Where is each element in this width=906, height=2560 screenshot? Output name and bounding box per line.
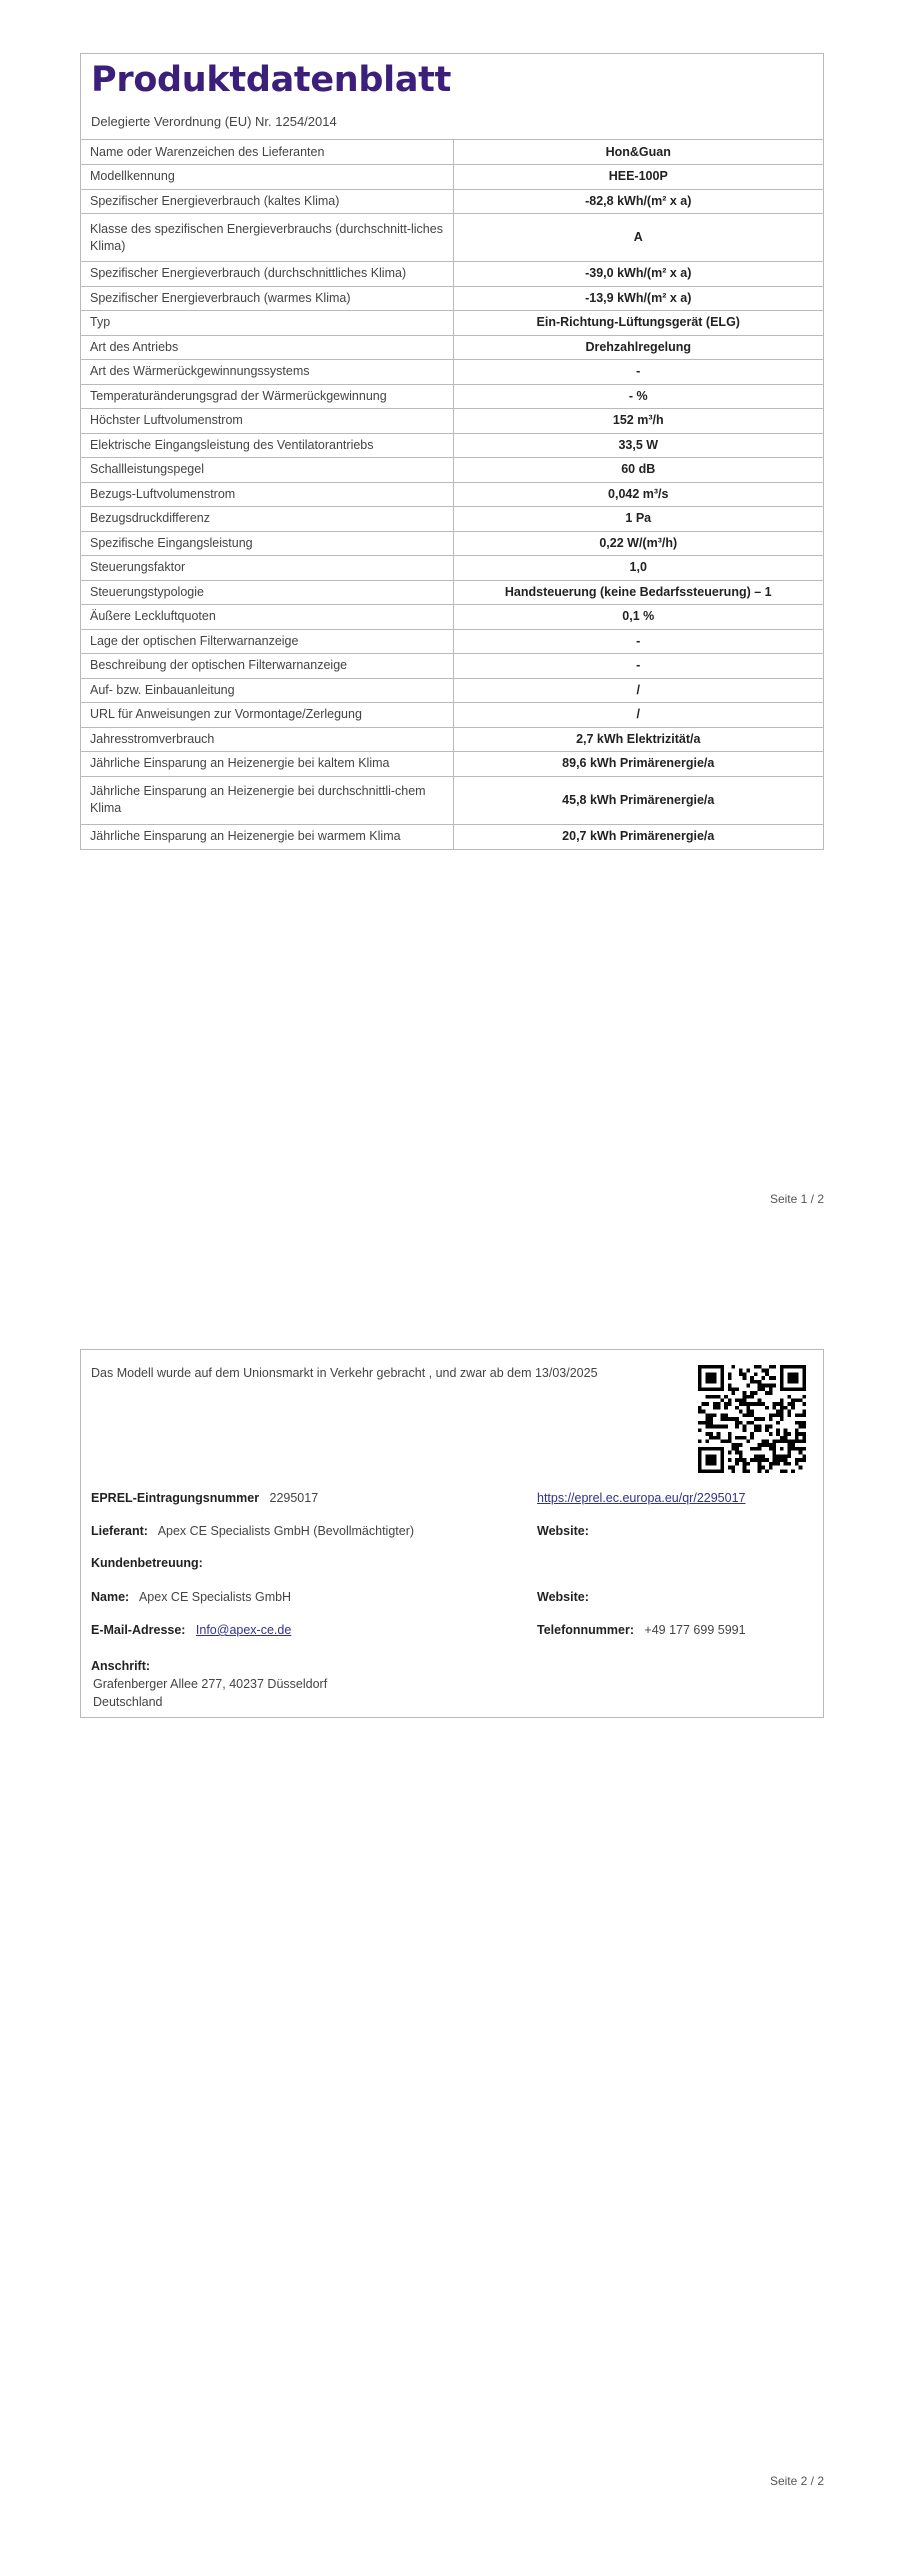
spec-label: Jahresstromverbrauch: [81, 727, 453, 752]
spec-label: Äußere Leckluftquoten: [81, 605, 453, 630]
spec-value: 33,5 W: [453, 433, 823, 458]
spec-label: Spezifischer Energieverbrauch (kaltes Klima): [81, 189, 453, 214]
spec-row: [81, 776, 823, 824]
spec-value: Handsteuerung (keine Bedarfssteuerung) – 1: [453, 580, 823, 605]
spec-label: Höchster Luftvolumenstrom: [81, 409, 453, 434]
spec-value: -82,8 kWh/(m² x a): [453, 189, 823, 214]
page-number-1: Seite 1 / 2: [769, 1192, 824, 1206]
support-heading: [91, 1556, 203, 1570]
spec-label: Art des Wärmerückgewinnungssystems: [81, 360, 453, 385]
website-label: Website:: [537, 1524, 589, 1538]
spec-row: [81, 727, 823, 752]
address-block: [91, 1657, 327, 1711]
page-number-2: Seite 2 / 2: [769, 2474, 824, 2488]
supplier-value: Apex CE Specialists GmbH (Bevollmächtigter): [157, 1524, 415, 1538]
support-label: Kundenbetreuung:: [91, 1556, 203, 1570]
spec-label: Spezifischer Energieverbrauch (warmes Klima): [81, 286, 453, 311]
spec-row: [81, 580, 823, 605]
spec-label: Klasse des spezifischen Energieverbrauchs (durchschnitt-liches Klima): [81, 214, 453, 262]
eprel-row: [91, 1491, 318, 1505]
spec-row: [81, 335, 823, 360]
address-line-1: Grafenberger Allee 277, 40237 Düsseldorf: [93, 1677, 328, 1691]
spec-row: [81, 140, 823, 165]
spec-value: 1,0: [453, 556, 823, 581]
spec-row: [81, 262, 823, 287]
spec-row: [81, 605, 823, 630]
supplier-row: [91, 1524, 414, 1538]
spec-value: 152 m³/h: [453, 409, 823, 434]
spec-label: Auf- bzw. Einbauanleitung: [81, 678, 453, 703]
email-label: E-Mail-Adresse:: [91, 1623, 186, 1637]
spec-label: URL für Anweisungen zur Vormontage/Zerlegung: [81, 703, 453, 728]
spec-row: [81, 824, 823, 849]
email-link[interactable]: Info@apex-ce.de: [195, 1623, 292, 1637]
eprel-number: 2295017: [269, 1491, 319, 1505]
spec-label: Steuerungsfaktor: [81, 556, 453, 581]
support-website-row: [537, 1590, 589, 1604]
spec-label: Name oder Warenzeichen des Lieferanten: [81, 140, 453, 165]
spec-value: -: [453, 629, 823, 654]
supplier-website-row: [537, 1524, 589, 1538]
spec-label: Jährliche Einsparung an Heizenergie bei durchschnittli-chem Klima: [81, 776, 453, 824]
market-date-text: Das Modell wurde auf dem Unionsmarkt in Verkehr gebracht , und zwar ab dem 13/03/2025: [91, 1366, 598, 1380]
spec-label: Typ: [81, 311, 453, 336]
spec-value: Hon&Guan: [605, 144, 671, 159]
spec-row: [81, 311, 823, 336]
spec-value: 20,7 kWh Primärenergie/a: [453, 824, 823, 849]
spec-row: [81, 165, 823, 190]
eprel-link[interactable]: https://eprel.ec.europa.eu/qr/2295017: [537, 1491, 746, 1505]
spec-row: [81, 556, 823, 581]
phone-row: [537, 1623, 746, 1637]
spec-value: 45,8 kWh Primärenergie/a: [453, 776, 823, 824]
spec-row: [81, 384, 823, 409]
spec-row: [81, 654, 823, 679]
spec-value: /: [453, 678, 823, 703]
spec-label: Jährliche Einsparung an Heizenergie bei warmem Klima: [81, 824, 453, 849]
spec-row: [81, 629, 823, 654]
spec-label: Beschreibung der optischen Filterwarnanzeige: [81, 654, 453, 679]
spec-row: [81, 286, 823, 311]
spec-value: -: [453, 654, 823, 679]
address-label: Anschrift:: [91, 1659, 151, 1673]
spec-row: [81, 433, 823, 458]
page-title: Produktdatenblatt: [91, 60, 452, 100]
name-label: Name:: [91, 1590, 130, 1604]
spec-label: Spezifische Eingangsleistung: [81, 531, 453, 556]
phone-label: Telefonnummer:: [537, 1623, 634, 1637]
spec-value: Drehzahlregelung: [453, 335, 823, 360]
spec-row: [81, 482, 823, 507]
spec-label: Steuerungstypologie: [81, 580, 453, 605]
spec-table: [81, 140, 823, 849]
spec-label: Modellkennung: [81, 165, 453, 190]
spec-value: - %: [453, 384, 823, 409]
spec-label: Bezugsdruckdifferenz: [81, 507, 453, 532]
spec-value: /: [453, 703, 823, 728]
regulation-subtitle: Delegierte Verordnung (EU) Nr. 1254/2014: [91, 114, 337, 129]
supplier-label: Lieferant:: [91, 1524, 148, 1538]
spec-row: [81, 409, 823, 434]
name-value: Apex CE Specialists GmbH: [138, 1590, 292, 1604]
address-line-2: Deutschland: [93, 1695, 163, 1709]
spec-label: Elektrische Eingangsleistung des Ventilatorantriebs: [81, 433, 453, 458]
spec-value: 1 Pa: [453, 507, 823, 532]
spec-value: 0,1 %: [453, 605, 823, 630]
spec-value: Ein-Richtung-Lüftungsgerät (ELG): [453, 311, 823, 336]
spec-label: Jährliche Einsparung an Heizenergie bei kaltem Klima: [81, 752, 453, 777]
spec-row: [81, 703, 823, 728]
qr-code-icon[interactable]: [698, 1365, 806, 1473]
spec-label: Art des Antriebs: [81, 335, 453, 360]
spec-row: [81, 458, 823, 483]
spec-row: [81, 214, 823, 262]
spec-row: [81, 189, 823, 214]
spec-label: Temperaturänderungsgrad der Wärmerückgewinnung: [81, 384, 453, 409]
spec-value: 0,042 m³/s: [453, 482, 823, 507]
name-row: [91, 1590, 291, 1604]
spec-value: -13,9 kWh/(m² x a): [453, 286, 823, 311]
spec-label: Spezifischer Energieverbrauch (durchschnittliches Klima): [81, 262, 453, 287]
email-row: [91, 1623, 291, 1637]
spec-row: [81, 507, 823, 532]
spec-row: [81, 752, 823, 777]
spec-row: [81, 531, 823, 556]
website-label: Website:: [537, 1590, 589, 1604]
spec-value: A: [453, 214, 823, 262]
spec-value: 89,6 kWh Primärenergie/a: [453, 752, 823, 777]
spec-label: Lage der optischen Filterwarnanzeige: [81, 629, 453, 654]
spec-value: 2,7 kWh Elektrizität/a: [453, 727, 823, 752]
spec-value: -: [453, 360, 823, 385]
spec-label: Schallleistungspegel: [81, 458, 453, 483]
spec-value: HEE-100P: [453, 165, 823, 190]
phone-value: +49 177 699 5991: [644, 1623, 746, 1637]
spec-value: -39,0 kWh/(m² x a): [453, 262, 823, 287]
eprel-label: EPREL-Eintragungsnummer: [91, 1491, 260, 1505]
title-block: [81, 54, 823, 140]
spec-row: [81, 678, 823, 703]
spec-value: 60 dB: [453, 458, 823, 483]
spec-label: Bezugs-Luftvolumenstrom: [81, 482, 453, 507]
product-data-sheet: [80, 53, 824, 850]
spec-row: [81, 360, 823, 385]
eprel-info-sheet: [80, 1349, 824, 1718]
spec-value: 0,22 W/(m³/h): [453, 531, 823, 556]
